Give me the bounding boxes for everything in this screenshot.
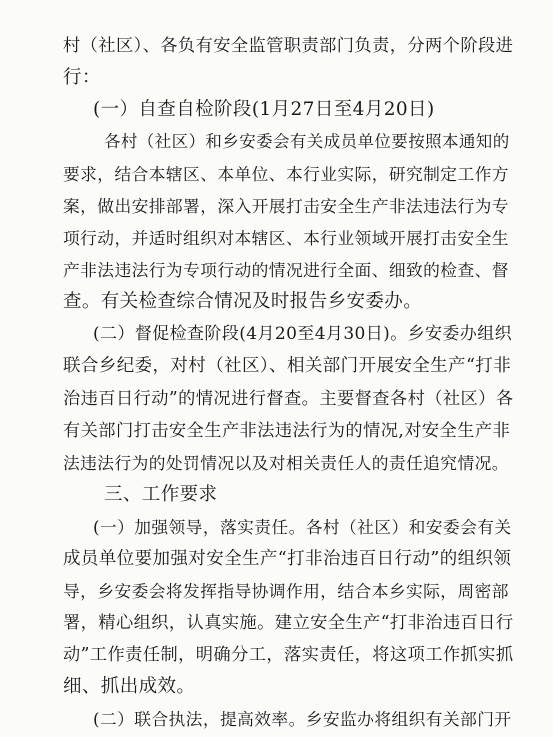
section-heading-1: (一）自查自检阶段(1月27日至4月20日)	[93, 99, 435, 120]
text-line-20: 动”工作责任制，明确分工，落实责任，将这项工作抓实抓	[63, 645, 514, 665]
text-line-6: 案，做出安排部署，深入开展打击安全生产非法违法行为专	[63, 196, 509, 216]
text-line-4: 各村（社区）和乡安委会有关成员单位要按照本通知的	[104, 132, 510, 151]
text-line-21: 细、抓出成效。	[63, 676, 196, 697]
text-line-19: 署，精心组织，认真实施。建立安全生产“打非治违百日行	[63, 613, 514, 633]
section-heading-3: 三、工作要求	[104, 484, 218, 505]
text-line-14: 法违法行为的处罚情况以及对相关责任人的责任追究情况。	[63, 453, 509, 473]
text-line-5: 要求，结合本辖区、本单位、本行业实际，研究制定工作方	[63, 164, 509, 184]
section-heading-2: (二）督促检查阶段(4月20至4月30日)。乡安委办组织	[93, 324, 512, 344]
text-line-12: 治违百日行动”的情况进行督查。主要督查各村（社区）各	[63, 389, 514, 409]
text-line-11: 联合乡纪委，对村（社区）、相关部门开展安全生产“打非	[63, 356, 512, 376]
text-line-2: 行：	[63, 67, 101, 88]
text-line-7: 项行动，并适时组织对本辖区、本行业领域开展打击安全生	[63, 228, 509, 248]
text-line-18: 导，乡安委会将发挥指导协调作用，结合本乡实际，周密部	[63, 581, 509, 601]
text-line-13: 有关部门打击安全生产非法违法行为的情况,对安全生产非	[63, 421, 511, 441]
text-line-1: 村（社区）、各负有安全监管职责部门负责，分两个阶段进	[63, 36, 514, 56]
text-line-22: (二）联合执法，提高效率。乡安监办将组织有关部门开	[93, 709, 512, 729]
text-line-8: 产非法违法行为专项行动的情况进行全面、细致的检查、督	[63, 260, 509, 280]
text-line-17: 成员单位要加强对安全生产“打非治违百日行动”的组织领	[63, 549, 512, 569]
text-line-9: 查。有关检查综合情况及时报告乡安委办。	[63, 291, 423, 312]
text-line-16: (一）加强领导，落实责任。各村（社区）和安委会有关	[93, 517, 512, 537]
